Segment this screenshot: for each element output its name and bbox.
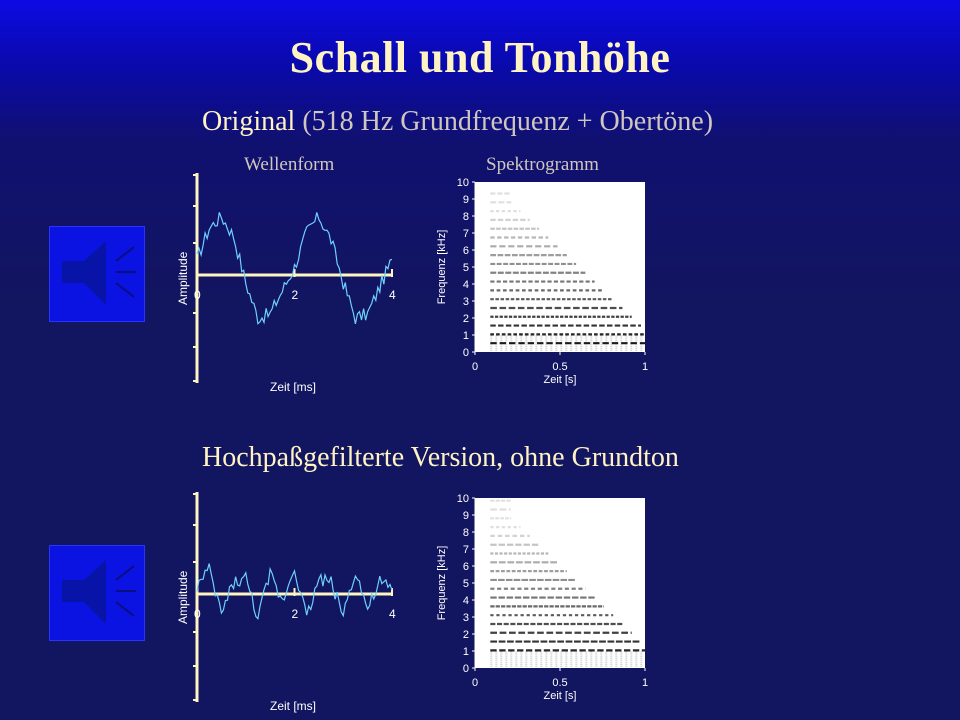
- y-tick-label: 8: [462, 527, 469, 539]
- y-tick-label: 9: [462, 194, 469, 206]
- y-tick-label: 10: [456, 493, 469, 505]
- y-tick-label: 4: [462, 279, 469, 291]
- y-tick-label: 9: [462, 510, 469, 522]
- waveform-line: [197, 212, 392, 324]
- y-tick-label: 2: [462, 629, 469, 641]
- x-tick-label: 0: [471, 677, 479, 689]
- x-tick-label: 4: [389, 288, 396, 302]
- x-axis-label: Zeit [s]: [543, 690, 577, 702]
- x-tick-label: 0: [194, 607, 201, 621]
- y-tick-label: 6: [462, 245, 469, 257]
- spectrogram-heading: Spektrogramm: [486, 154, 599, 175]
- y-tick-label: 7: [462, 544, 469, 556]
- y-tick-label: 5: [462, 578, 469, 590]
- y-axis-label: Frequenz [kHz]: [436, 229, 448, 305]
- x-tick-label: 0.5: [552, 677, 568, 689]
- original-label: Original: [202, 106, 296, 137]
- y-axis-label: Frequenz [kHz]: [436, 545, 448, 621]
- y-tick-label: 8: [462, 211, 469, 223]
- x-tick-label: 4: [389, 607, 396, 621]
- x-axis-label: Zeit [ms]: [270, 699, 317, 713]
- y-tick-label: 4: [462, 595, 469, 607]
- y-tick-label: 0: [462, 347, 469, 359]
- y-tick-label: 6: [462, 561, 469, 573]
- x-tick-label: 2: [291, 607, 299, 621]
- y-axis-label: Amplitude: [176, 570, 190, 624]
- slide-title: Schall und Tonhöhe: [289, 33, 671, 82]
- x-tick-label: 0: [471, 361, 479, 373]
- x-tick-label: 2: [291, 288, 299, 302]
- y-tick-label: 0: [462, 663, 469, 675]
- y-tick-label: 5: [462, 262, 469, 274]
- filtered-subtitle: Hochpaßgefilterte Version, ohne Grundton: [202, 442, 679, 473]
- original-detail: (518 Hz Grundfrequenz + Obertöne): [302, 106, 714, 137]
- x-axis-label: Zeit [s]: [543, 374, 577, 386]
- y-tick-label: 10: [456, 177, 469, 189]
- x-tick-label: 0.5: [552, 361, 568, 373]
- waveform-heading: Wellenform: [244, 154, 335, 175]
- x-tick-label: 1: [641, 677, 649, 689]
- x-tick-label: 0: [194, 288, 201, 302]
- x-axis-label: Zeit [ms]: [270, 380, 317, 394]
- y-tick-label: 1: [462, 330, 469, 342]
- y-tick-label: 2: [462, 313, 469, 325]
- y-tick-label: 1: [462, 646, 469, 658]
- y-tick-label: 3: [462, 296, 469, 308]
- y-tick-label: 7: [462, 228, 469, 240]
- y-axis-label: Amplitude: [176, 251, 190, 305]
- x-tick-label: 1: [641, 361, 649, 373]
- y-tick-label: 3: [462, 612, 469, 624]
